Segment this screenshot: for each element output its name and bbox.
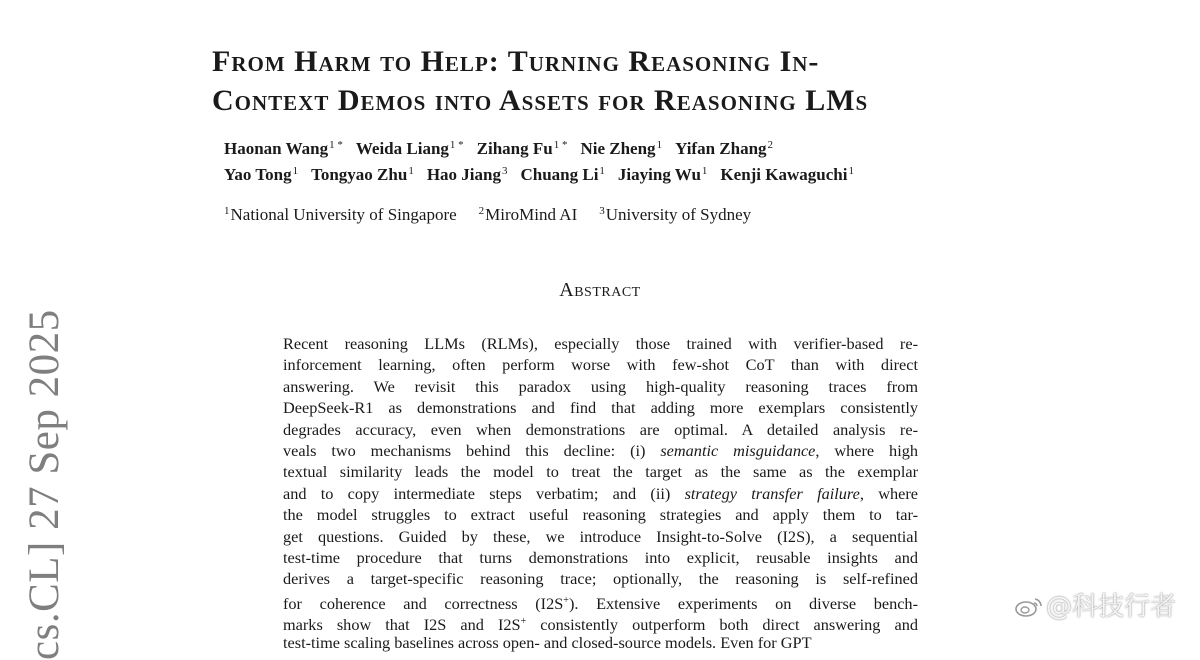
title-line-1: From Harm to Help: Turning Reasoning In-: [212, 45, 820, 79]
abstract-line: [283, 611, 919, 635]
abstract-line: [283, 568, 918, 589]
author-name-text: Nie Zheng: [580, 139, 656, 158]
author-name: [580, 139, 662, 158]
abstract-superscript: +: [563, 594, 569, 606]
abstract-text-run: for coherence and correctness (I2S: [283, 593, 564, 613]
abstract-text-run: marks show that I2S and I2S: [283, 615, 521, 635]
abstract-line: [283, 504, 918, 525]
author-affiliation-mark: 1: [848, 165, 854, 177]
watermark-text: @科技行者: [1045, 592, 1176, 622]
abstract-text: [283, 333, 918, 654]
abstract-text-run: the model struggles to extract useful reasoning strategies and apply them to tar-: [283, 505, 918, 525]
affiliation: [479, 205, 578, 224]
author-name: [618, 165, 708, 184]
author-affiliation-mark: 1: [292, 165, 299, 177]
author-name-text: Yifan Zhang: [675, 139, 767, 158]
author-name: [356, 139, 464, 158]
abstract-line: [283, 483, 918, 504]
author-affiliation-mark: 2: [767, 139, 774, 151]
abstract-text-run: degrades accuracy, even when demonstrations are optimal. A detailed analysis re-: [283, 419, 918, 439]
abstract-line: [283, 333, 918, 354]
abstract-line: [283, 440, 918, 461]
affiliation: [224, 205, 457, 224]
author-name-text: Tongyao Zhu: [311, 165, 408, 184]
abstract-text-run: test-time scaling baselines across open- and closed-source models. Even for GPT: [283, 633, 812, 653]
abstract-line: [283, 632, 918, 653]
abstract-line: [283, 354, 918, 375]
author-name: [477, 139, 568, 158]
abstract-text-run: textual similarity leads the model to treat the target as the same as the exemplar: [283, 462, 918, 482]
abstract-text-run: inforcement learning, often perform worse with few-shot CoT than with direct: [283, 355, 918, 375]
author-affiliation-mark: 1: [656, 139, 663, 151]
abstract-text-run: , where high: [815, 440, 918, 460]
abstract-text-run: veals two mechanisms behind this decline: (i): [283, 440, 661, 460]
abstract-text-run: consistently outperform both direct answering and: [526, 615, 919, 635]
author-name-text: Weida Liang: [355, 139, 449, 158]
author-affiliation-mark: 1 *: [449, 139, 464, 151]
abstract-line: [283, 419, 918, 440]
abstract-text-run: get questions. Guided by these, we introduce Insight-to-Solve (I2S), a sequential: [283, 526, 918, 546]
abstract-text-run: Recent reasoning LLMs (RLMs), especially those trained with verifier-based re-: [283, 334, 918, 353]
author-name-text: Kenji Kawaguchi: [720, 165, 848, 184]
affiliation-name: MiroMind AI: [485, 205, 578, 224]
abstract-text-run: ). Extensive experiments on diverse bench-: [568, 593, 918, 613]
affiliation-name: University of Sydney: [605, 205, 752, 224]
watermark: [1014, 586, 1176, 623]
author-name: [720, 165, 854, 184]
abstract-emphasis: strategy transfer failure: [684, 483, 860, 503]
author-affiliation-mark: 1 *: [329, 139, 343, 151]
author-affiliation-mark: 1: [408, 165, 414, 177]
author-name: [224, 165, 298, 184]
abstract-text-run: , where: [859, 483, 919, 503]
affiliation-mark: 2: [478, 205, 485, 217]
author-name-text: Zihang Fu: [476, 139, 553, 158]
affiliation-list: [224, 200, 773, 226]
abstract-text-run: and to copy intermediate steps verbatim; and (ii): [283, 483, 685, 503]
author-affiliation-mark: 1 *: [553, 139, 568, 151]
affiliation-name: National University of Singapore: [230, 205, 457, 224]
abstract-text-run: answering. We revisit this paradox using high-quality reasoning traces from: [283, 376, 918, 396]
author-name-text: Chuang Li: [520, 165, 599, 184]
author-affiliation-mark: 3: [501, 165, 508, 177]
affiliation-mark: 1: [224, 205, 230, 217]
author-line: [224, 134, 867, 160]
affiliation-mark: 3: [599, 205, 605, 217]
abstract-text-run: DeepSeek-R1 as demonstrations and find that adding more exemplars consistently: [283, 398, 918, 418]
author-name: [675, 139, 773, 158]
author-list: [224, 134, 867, 186]
author-name: [224, 139, 343, 158]
title-line-2: Context Demos into Assets for Reasoning LMs: [212, 84, 869, 118]
abstract-text-run: derives a target-specific reasoning trace; optionally, the reasoning is self-refined: [283, 569, 918, 589]
author-affiliation-mark: 1: [701, 165, 708, 177]
weibo-logo-icon: [1014, 595, 1044, 617]
abstract-line: [283, 590, 918, 611]
affiliation: [599, 205, 751, 224]
author-name-text: Yao Tong: [224, 165, 292, 184]
abstract-line: [283, 397, 918, 418]
author-name: [520, 165, 604, 184]
abstract-line: [283, 461, 918, 482]
abstract-heading: Abstract: [559, 279, 641, 301]
abstract-emphasis: semantic misguidance: [660, 440, 816, 460]
paper-title: [212, 42, 1012, 120]
author-name-text: Jiaying Wu: [617, 165, 701, 184]
author-name-text: Hao Jiang: [426, 165, 501, 184]
author-name-text: Haonan Wang: [224, 139, 329, 158]
abstract-text-run: test-time procedure that turns demonstrations into explicit, reusable insights and: [283, 547, 918, 567]
abstract-superscript: +: [520, 616, 527, 628]
author-name: [427, 165, 508, 184]
arxiv-side-stamp: cs.CL] 27 Sep 2025: [21, 309, 68, 660]
abstract-line: [283, 376, 918, 397]
author-name: [311, 165, 414, 184]
abstract-line: [283, 547, 918, 568]
abstract-line: [283, 526, 918, 547]
author-affiliation-mark: 1: [599, 165, 605, 177]
author-line: [224, 160, 867, 186]
